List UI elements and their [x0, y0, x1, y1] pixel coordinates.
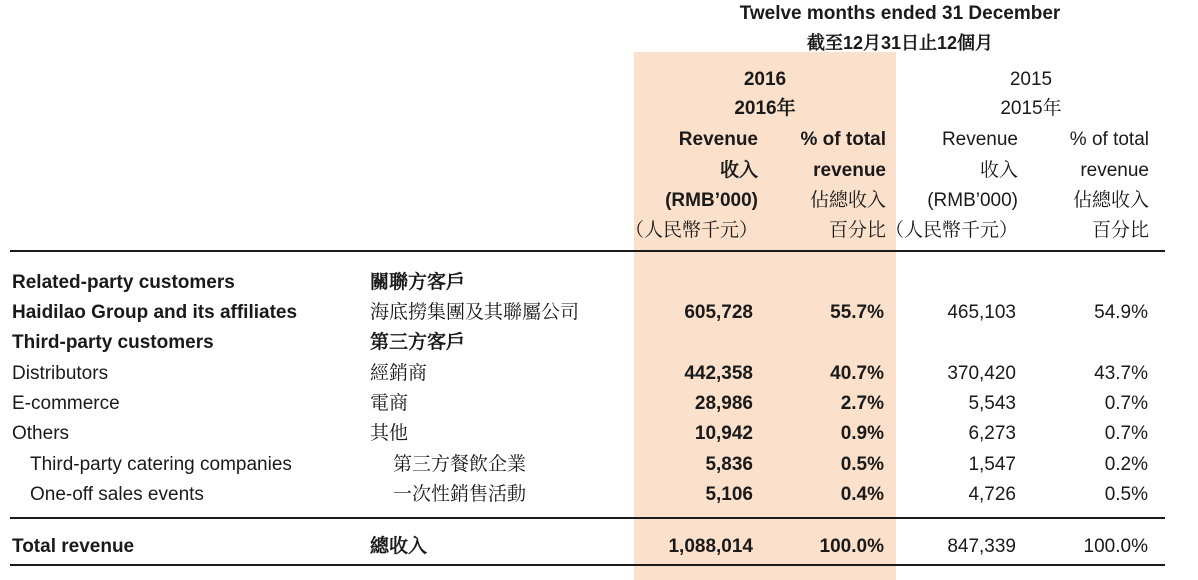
pct-2015-label-4: 百分比 [1091, 220, 1149, 241]
row-others-zh: 其他 [370, 423, 409, 444]
row-total-zh: 總收入 [370, 536, 428, 557]
row-catering-pct-2016: 0.5% [840, 454, 884, 475]
row-distributors-rev-2015: 370,420 [947, 363, 1016, 384]
row-catering-zh: 第三方餐飲企業 [393, 454, 527, 475]
rev-2015-label-3: (RMB’000) [927, 190, 1018, 211]
row-catering-en: Third-party catering companies [30, 454, 292, 475]
row-distributors-pct-2015: 43.7% [1094, 363, 1148, 384]
rev-2016-label-1: Revenue [678, 129, 758, 150]
row-distributors-rev-2016: 442,358 [684, 363, 753, 384]
row-one-off-pct-2015: 0.5% [1104, 484, 1148, 505]
pct-2016-label-3: 佔總收入 [809, 190, 886, 211]
pct-2016-label-1: % of total [800, 129, 886, 150]
row-related-party-en: Related-party customers [12, 272, 235, 293]
row-distributors-en: Distributors [12, 363, 109, 384]
total-top-rule [10, 517, 1165, 519]
row-one-off-rev-2015: 4,726 [968, 484, 1016, 505]
year-2016-en: 2016 [743, 69, 787, 90]
row-one-off-en: One-off sales events [30, 484, 204, 505]
row-total-en: Total revenue [12, 536, 135, 557]
row-ecommerce-pct-2016: 2.7% [840, 393, 884, 414]
pct-2015-label-3: 佔總收入 [1072, 190, 1149, 211]
row-distributors-pct-2016: 40.7% [830, 363, 884, 384]
pct-2016-label-4: 百分比 [828, 220, 886, 241]
row-haidilao-pct-2015: 54.9% [1094, 302, 1148, 323]
row-others-rev-2015: 6,273 [968, 423, 1016, 444]
row-others-en: Others [12, 423, 70, 444]
row-related-party-zh: 關聯方客戶 [370, 272, 466, 293]
pct-2016-label-2: revenue [813, 160, 886, 181]
year-2015-zh: 2015年 [1000, 98, 1062, 119]
row-others-rev-2016: 10,942 [694, 423, 753, 444]
row-catering-pct-2015: 0.2% [1104, 454, 1148, 475]
row-catering-rev-2016: 5,836 [705, 454, 753, 475]
rev-2016-label-2: 收入 [719, 160, 758, 181]
year-2015-en: 2015 [1009, 69, 1053, 90]
rev-2015-label-2: 收入 [979, 160, 1018, 181]
pct-2015-label-2: revenue [1080, 160, 1149, 181]
row-total-pct-2016: 100.0% [819, 536, 884, 557]
row-third-party-en: Third-party customers [12, 332, 214, 353]
row-third-party-zh: 第三方客戶 [370, 332, 466, 353]
period-title-zh: 截至12月31日止12個月 [806, 33, 994, 53]
period-title-en: Twelve months ended 31 December [739, 3, 1061, 24]
row-haidilao-en: Haidilao Group and its affiliates [12, 302, 298, 323]
row-ecommerce-en: E-commerce [12, 393, 120, 414]
row-haidilao-rev-2016: 605,728 [684, 302, 753, 323]
year-2016-zh: 2016年 [734, 98, 796, 119]
row-ecommerce-rev-2015: 5,543 [968, 393, 1016, 414]
row-distributors-zh: 經銷商 [370, 363, 428, 384]
header-rule [10, 250, 1165, 252]
row-haidilao-rev-2015: 465,103 [947, 302, 1016, 323]
row-total-rev-2016: 1,088,014 [668, 536, 753, 557]
rev-2016-label-4: （人民幣千元） [624, 220, 758, 241]
total-bottom-rule [10, 564, 1165, 566]
row-others-pct-2015: 0.7% [1104, 423, 1148, 444]
row-one-off-rev-2016: 5,106 [705, 484, 753, 505]
row-total-rev-2015: 847,339 [947, 536, 1016, 557]
row-total-pct-2015: 100.0% [1083, 536, 1148, 557]
row-haidilao-zh: 海底撈集團及其聯屬公司 [370, 302, 580, 323]
row-others-pct-2016: 0.9% [840, 423, 884, 444]
row-one-off-zh: 一次性銷售活動 [393, 484, 527, 505]
row-one-off-pct-2016: 0.4% [840, 484, 884, 505]
rev-2015-label-4: （人民幣千元） [884, 220, 1018, 241]
rev-2016-label-3: (RMB’000) [665, 190, 758, 211]
rev-2015-label-1: Revenue [941, 129, 1018, 150]
row-ecommerce-rev-2016: 28,986 [694, 393, 753, 414]
row-ecommerce-zh: 電商 [370, 393, 409, 414]
row-ecommerce-pct-2015: 0.7% [1104, 393, 1148, 414]
row-catering-rev-2015: 1,547 [968, 454, 1016, 475]
pct-2015-label-1: % of total [1069, 129, 1149, 150]
row-haidilao-pct-2016: 55.7% [830, 302, 884, 323]
